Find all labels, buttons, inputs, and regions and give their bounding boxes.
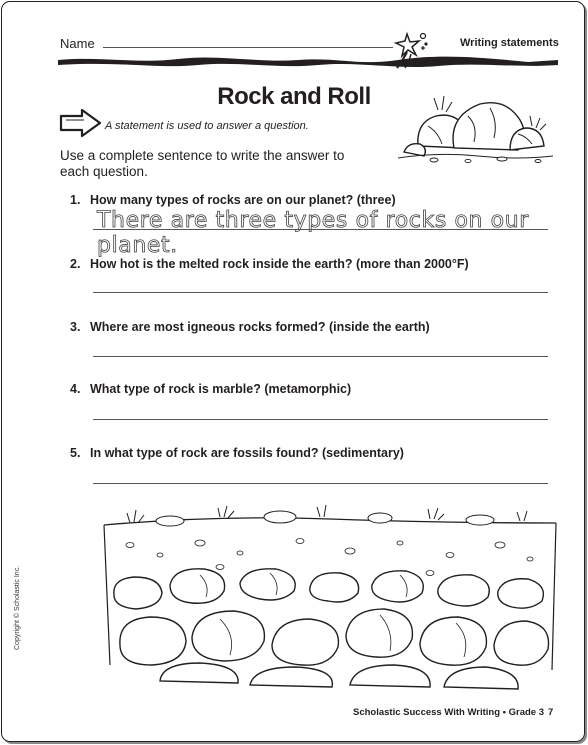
- arrow-icon: [58, 107, 104, 139]
- question-3: [70, 320, 430, 334]
- question-text: In what type of rock are fossils found? (sedimentary): [90, 446, 404, 460]
- question-text: Where are most igneous rocks formed? (inside the earth): [90, 320, 430, 334]
- page-number: 7: [548, 707, 554, 718]
- question-text: What type of rock is marble? (metamorphic): [90, 382, 352, 396]
- question-number: 2.: [70, 257, 81, 271]
- answer-line-5[interactable]: [93, 483, 548, 484]
- rocks-illustration: [398, 86, 553, 166]
- page-title: Rock and Roll: [217, 83, 371, 110]
- answer-line-3[interactable]: [93, 356, 548, 357]
- rock-pile-illustration: [100, 495, 560, 695]
- question-5: [70, 446, 404, 460]
- answer-line-4[interactable]: [93, 419, 548, 420]
- question-text: How hot is the melted rock inside the earth? (more than 2000°F): [90, 257, 469, 271]
- question-number: 3.: [70, 320, 81, 334]
- question-number: 4.: [70, 382, 81, 396]
- rule-statement: A statement is used to answer a question.: [105, 120, 309, 132]
- question-number: 5.: [70, 446, 81, 460]
- copyright-notice: Copyright © Scholastic Inc.: [14, 565, 21, 650]
- book-footer: Scholastic Success With Writing • Grade 3: [353, 707, 545, 718]
- question-4: [70, 382, 351, 396]
- section-label: Writing statements: [460, 37, 559, 49]
- sample-answer-tracing: There are three types of rocks on our planet.: [97, 208, 529, 258]
- question-2: [70, 257, 469, 271]
- question-1: [70, 193, 396, 207]
- question-number: 1.: [70, 193, 81, 207]
- answer-line-2[interactable]: [93, 292, 548, 293]
- brush-divider: [58, 54, 558, 70]
- name-label: Name: [60, 36, 95, 51]
- instructions: Use a complete sentence to write the answer to each question.: [60, 148, 345, 179]
- name-field-line[interactable]: [103, 47, 393, 48]
- answer-line-1[interactable]: [93, 229, 548, 230]
- question-text: How many types of rocks are on our planet? (three): [90, 193, 396, 207]
